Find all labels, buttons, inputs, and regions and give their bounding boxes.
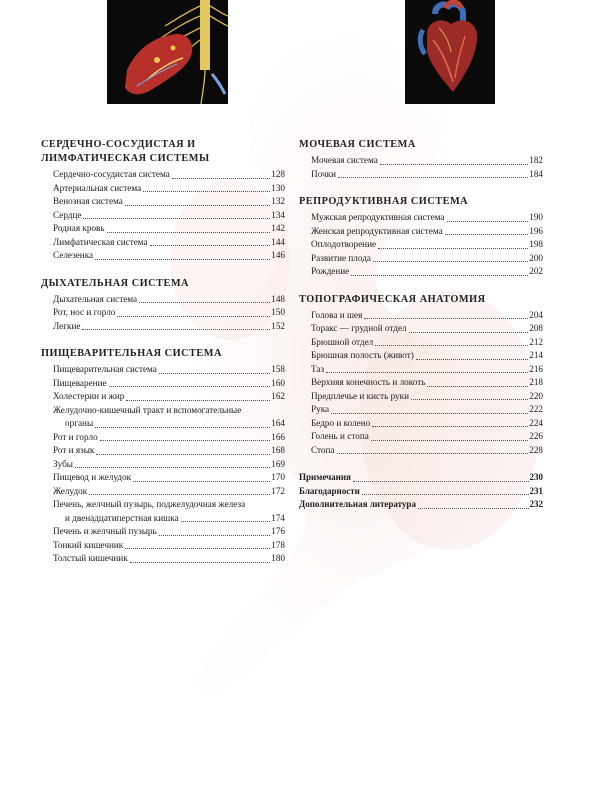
toc-section-digestive [41, 347, 285, 566]
toc-entry[interactable]: Рождение 202 [311, 266, 543, 276]
toc-entry[interactable]: Легкие 152 [53, 320, 285, 331]
toc-extras [299, 471, 543, 512]
toc-entry[interactable]: Мочевая система 182 [311, 155, 543, 165]
toc-entry[interactable]: Брюшная полость (живот) 214 [311, 350, 543, 360]
toc-entry[interactable]: Торакс — грудной отдел 208 [311, 323, 543, 333]
toc-entry[interactable]: Оплодотворение 198 [311, 239, 543, 249]
section-title: СЕРДЕЧНО-СОСУДИСТАЯ И ЛИМФАТИЧЕСКАЯ СИСТЕМЫ [41, 139, 210, 164]
toc-entry[interactable]: Голова и шея 204 [311, 309, 543, 320]
toc-entry[interactable]: Желудок 172 [53, 485, 285, 496]
toc-entry[interactable]: Верхняя конечность и локоть 218 [311, 377, 543, 387]
toc-entry[interactable]: Селезенка 146 [53, 250, 285, 260]
toc-entry[interactable]: Предплечье и кисть руки 220 [311, 390, 543, 401]
toc-entry[interactable]: Развитие плода 200 [311, 252, 543, 263]
toc-left-column [41, 138, 285, 580]
toc-entry[interactable]: Пищеварительная система 158 [53, 364, 285, 374]
toc-section-reproductive [299, 195, 543, 279]
toc-entry[interactable]: Рот и горло 166 [53, 431, 285, 442]
heart-image [405, 0, 495, 104]
toc-entry[interactable]: Рот и язык 168 [53, 445, 285, 455]
toc-entry[interactable]: Холестерин и жир 162 [53, 391, 285, 401]
toc-entry[interactable]: Дыхательная система 148 [53, 293, 285, 304]
toc-entry[interactable]: Печень, желчный пузырь, поджелудочная железа и двенадцатиперстная кишка 174 [53, 499, 285, 523]
toc-entry[interactable]: Мужская репродуктивная система 190 [311, 212, 543, 222]
toc-right-column [299, 138, 543, 512]
toc-entry[interactable]: Стопа 228 [311, 444, 543, 455]
toc-entry[interactable]: Женская репродуктивная система 196 [311, 225, 543, 236]
toc-entry[interactable]: Желудочно-кишечный тракт и вспомогательные органы 164 [53, 404, 285, 428]
toc-entry[interactable]: Рот, нос и горло 150 [53, 307, 285, 317]
toc-entry-notes[interactable]: Примечания 230 [299, 472, 543, 482]
toc-entry[interactable]: Родная кровь 142 [53, 223, 285, 233]
toc-entry[interactable]: Почки 184 [311, 168, 543, 179]
toc-entry[interactable]: Печень и желчный пузырь 176 [53, 526, 285, 536]
toc-entry[interactable]: Сердечно-сосудистая система 128 [53, 169, 285, 179]
toc-entry[interactable]: Лимфатическая система 144 [53, 236, 285, 247]
toc-section-cardiovascular [41, 138, 285, 263]
section-title: ДЫХАТЕЛЬНАЯ СИСТЕМА [41, 277, 189, 289]
toc-entry[interactable]: Бедро и колено 224 [311, 417, 543, 428]
toc-entry[interactable]: Артериальная система 130 [53, 182, 285, 193]
toc-entry[interactable]: Пищеварение 160 [53, 377, 285, 388]
toc-section-respiratory [41, 277, 285, 334]
toc-entry[interactable]: Зубы 169 [53, 458, 285, 469]
toc-entry[interactable]: Брюшной отдел 212 [311, 336, 543, 347]
toc-entry[interactable]: Пищевод и желудок 170 [53, 472, 285, 482]
section-title: МОЧЕВАЯ СИСТЕМА [299, 139, 416, 150]
toc-section-topographic [299, 293, 543, 458]
toc-entry[interactable]: Толстый кишечник 180 [53, 553, 285, 563]
toc-entry-further-reading[interactable]: Дополнительная литература 232 [299, 499, 543, 509]
toc-entry[interactable]: Рука 222 [311, 404, 543, 414]
toc-entry[interactable]: Голень и стопа 226 [311, 431, 543, 441]
nervous-system-image [107, 0, 228, 104]
toc-entry[interactable]: Сердце 134 [53, 209, 285, 220]
toc-entry-acknowledgements[interactable]: Благодарности 231 [299, 485, 543, 496]
toc-section-urinary [299, 138, 543, 181]
section-title: РЕПРОДУКТИВНАЯ СИСТЕМА [299, 196, 469, 207]
section-title: ПИЩЕВАРИТЕЛЬНАЯ СИСТЕМА [41, 348, 222, 359]
toc-entry[interactable]: Венозная система 132 [53, 196, 285, 206]
toc-entry[interactable]: Тонкий кишечник 178 [53, 539, 285, 550]
toc-entry[interactable]: Таз 216 [311, 363, 543, 374]
section-title: ТОПОГРАФИЧЕСКАЯ АНАТОМИЯ [299, 293, 486, 305]
